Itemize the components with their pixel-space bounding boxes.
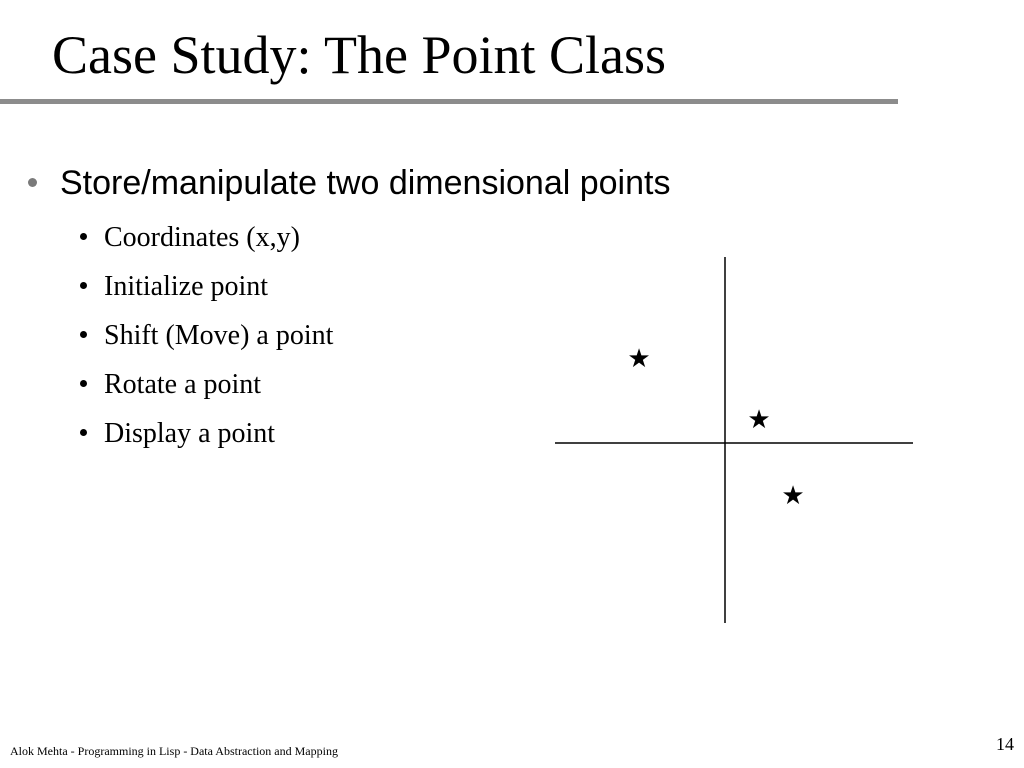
sub-bullet-item	[80, 365, 333, 414]
bullet-dot-icon	[80, 282, 87, 289]
sub-bullet-text: Shift (Move) a point	[104, 320, 334, 351]
coordinate-plane-diagram	[555, 257, 913, 623]
bullet-dot-icon	[80, 233, 87, 240]
sub-bullet-item	[80, 267, 333, 316]
page-number: 14	[996, 734, 1014, 754]
sub-bullet-item	[80, 218, 333, 267]
point-star-icon: ★	[747, 405, 771, 435]
point-star-icon: ★	[781, 481, 805, 511]
slide-footer: Alok Mehta - Programming in Lisp - Data Abstraction and Mapping	[10, 744, 338, 758]
sub-bullet-text: Rotate a point	[104, 369, 262, 400]
sub-bullet-item	[80, 414, 333, 463]
bullet-dot-icon	[80, 331, 87, 338]
bullet-dot-icon	[80, 380, 87, 387]
sub-bullet-text: Coordinates (x,y)	[104, 222, 300, 253]
slide-title: Case Study: The Point Class	[52, 25, 667, 85]
main-bullet	[28, 164, 670, 203]
sub-bullet-text: Display a point	[104, 418, 276, 449]
main-bullet-dot-icon	[28, 178, 37, 187]
sub-bullet-list	[80, 218, 333, 463]
point-star-icon: ★	[627, 344, 651, 374]
sub-bullet-text: Initialize point	[104, 271, 269, 302]
title-underline-rule	[0, 99, 898, 104]
sub-bullet-item	[80, 316, 333, 365]
main-bullet-text: Store/manipulate two dimensional points	[60, 164, 671, 202]
bullet-dot-icon	[80, 429, 87, 436]
